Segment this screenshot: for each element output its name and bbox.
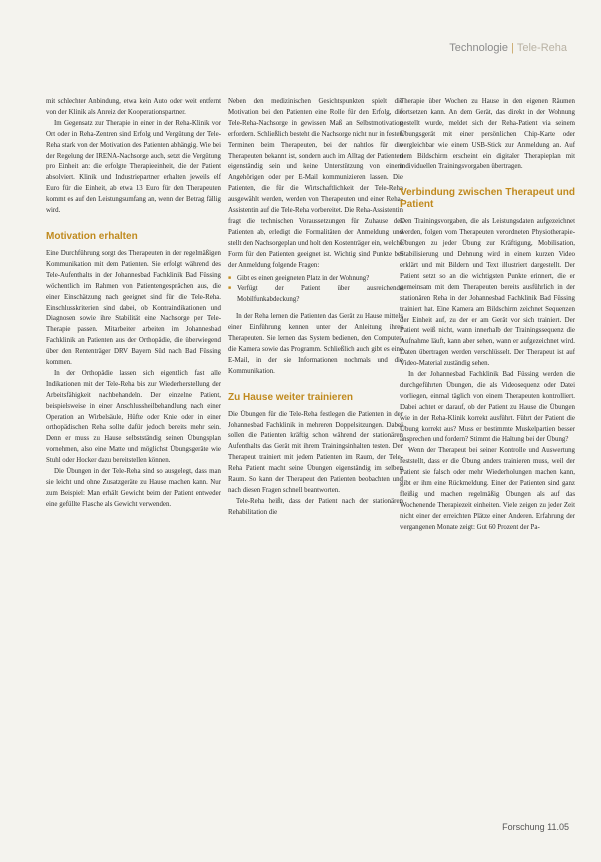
bullet-item: ■ Gibt es einen geeigneten Platz in der Wohnung? — [228, 274, 403, 285]
subsection-label: Tele-Reha — [516, 42, 567, 54]
page-footer: Forschung 11.05 — [502, 822, 569, 832]
heading-motivation: Motivation erhalten — [46, 230, 138, 242]
paragraph: Die Übungen in der Tele-Reha sind so ausgelegt, dass man sie leicht und ohne Zusatzgeräte zu Hause machen kann. Nur zum Beispiel: Man erhält Gewicht beim der Patient entweder eine gefüllte Flasche als Gewicht verwenden. — [46, 468, 221, 508]
paragraph: In der Orthopädie lassen sich eigentlich fast alle Indikationen mit der Tele-Reha bis zur Wiederherstellung der Arbeitsfähigkeit nachbehandeln. Der einzelne Patient, beispielsweise in einer Anschlussheilbehandlung nach einer Operation an Wirbelsäule, Hüfte oder Knie oder in einer orthopädischen Reha sollte dafür jedoch bereits mehr sein. Denn er muss zu Hause selbstständig seinen Übungsplan vornehmen, also eine Matte und möglichst Übungsgeräte wie Stuhl oder Hocker dazu bereitstellen können. — [46, 369, 221, 465]
paragraph: Eine Durchführung sorgt des Therapeuten in der regelmäßigen Kommunikation mit dem Patienten. Sie erfolgt während des Tele-Aufenthalts in der Johannesbad Fachklinik Bad Füssing wöchentlich im Rahmen von Patientengesprächen aus, die einer Einschätzung nach geeignet sind für die Tele-Reha. Einschlusskriterien sind dabei, ob Kontraindikationen und Diagnosen sowie ihre Stabilität eine Nachsorge per Tele-Therapie passen. Mitarbeiter arbeiten im Johannesbad Fachklinik an Patienten aus der Orthopädie, die überwiegend über den Rententräger DRV Bayern Süd nach Bad Füssing kommen. — [46, 249, 221, 367]
paragraph: In der Reha lernen die Patienten das Gerät zu Hause mittels einer Einführung kennen unter der Anleitung ihres Therapeuten. Sie lernen das System bedienen, den Computer, die Kamera sowie das Programm. Schließlich auch gibt es eine E-Mail, in der sie Informationen nochmals und die Kommunikation. — [228, 313, 403, 375]
text-column-1 — [46, 97, 221, 797]
paragraph: Im Gegensatz zur Therapie in einer in der Reha-Klinik vor Ort oder in Reha-Zentren sind Erfolg und Vergütung der Tele-Reha stark von der Motivation des Patienten abhängig. Wie bei der Regelung der IRENA-Nachsorge auch, setzt die Vergütung pro Einheit an: die erfolgte Therapieeinheit, die der Patient absolviert. Klinik und Industriepartner erhalten jeweils elf Euro für die Einheit, ab etwa 13 Euro für den Therapeuten kommt es auf den Leistungsumfang an, wenn der Betrag fällig wird. — [46, 119, 221, 215]
heading-verbindung: Verbindung zwischen Therapeut und Patient — [400, 187, 575, 211]
header-separator: | — [511, 42, 514, 54]
text-column-2 — [228, 97, 403, 797]
bullet-item: ■ Verfügt der Patient über ausreichende Mobilfunkabdeckung? — [228, 284, 403, 306]
bullet-list — [228, 274, 403, 307]
paragraph: Neben den medizinischen Gesichtspunkten spielt die Motivation bei den Patienten eine Rolle für den Erfolg, die Tele-Reha-Nachsorge in gewissen Maß an Selbstmotivation erfordern. Schließlich besteht die Nachsorge nicht nur in festen Terminen beim Therapeuten, bei der nahtlos für die Therapeuten bekannt ist, sondern auch im Alltag der Patienten eigenständig sein und keine Unterstützung von einem Angehörigen oder per E-Mail kommunizieren lassen. Die Patienten, die für die Wirtschaftlichkeit der Tele-Reha ausgewählt werden, werden von Therapeuten und einer Reha-Assistentin auf die Tele-Reha vorbereitet. Die Reha-Assistentin fragt die technischen Voraussetzungen für Zuhause des Patienten ab, erledigt die Formalitäten der Anmeldung und stellt den Nachsorgeplan und holt den Kostenträger ein, welche Form für den Patienten geeignet ist. Wichtig sind Punkte bei der Anmeldung folgende Fragen: — [228, 98, 403, 269]
section-label: Technologie — [449, 42, 508, 54]
paragraph: Die Übungen für die Tele-Reha festlegen die Patienten in der Johannesbad Fachklinik in mehreren Doppelsitzungen. Dabei sollen die Patienten kräftig schon während der stationären Aufenthalts das Gerät mit ihrem Trainingsinhalten testen. Der Therapeut trainiert mit jedem Patienten im Raum, der Tele-Reha Patient macht seine Übungen eigenständig im selben Raum. So kann der Therapeut den Patienten beobachten und nach diesen Fragen schnell beantworten. — [228, 410, 403, 494]
paragraph: mit schlechter Anbindung, etwa kein Auto oder weit entfernt von der Klinik als Anreiz der Kooperationspartner. — [46, 98, 221, 116]
page-header — [449, 42, 567, 54]
paragraph: Wenn der Therapeut bei seiner Kontrolle und Auswertung feststellt, dass er die Übung anders trainieren muss, weil der Patient sie falsch oder mehr Wiederholungen machen kann, gibt er ihm eine Rückmeldung. Einer der Patienten sind ganz fleißig und machen regelmäßig Übungen als auf das Wochenende Therapiezeit einheiten. Viele zeigen zu jeder Zeit nicht einer der erreichten Plätze einer Anderen. Erfahrung der vergangenen Monate zeigt: Gut 60 Prozent der Pa- — [400, 447, 575, 531]
paragraph: In der Johannesbad Fachklinik Bad Füssing werden die durchgeführten Übungen, die als Videosequenz oder Datei vorliegen, einmal täglich von einem Therapeuten kontrolliert. Dabei achtet er darauf, ob der Patient zu Hause die Übungen wie in der Reha-Klinik korrekt ausführt. Führt der Patient die Übung korrekt aus? Muss er bestimmte Muskelpartien besser ansprechen und fordern? Stimmt die Haltung bei der Übung? — [400, 371, 575, 444]
text-column-3 — [400, 97, 575, 797]
paragraph: Tele-Reha heißt, dass der Patient nach der stationären Rehabilitation die — [228, 497, 403, 516]
heading-zuhause: Zu Hause weiter trainieren — [228, 391, 354, 403]
paragraph: Therapie über Wochen zu Hause in den eigenen Räumen fortsetzen kann. An dem Gerät, das direkt in der Wohnung gestellt wurde, meldet sich der Reha-Patient via seinem Übungsgerät mit einer persönlichen Chip-Karte oder vergleichbar wie einem USB-Stick zur Anmeldung an. Auf dem Bildschirm erscheint ein digitaler Therapieplan mit individuellen Trainingsvorgaben übertragen. — [400, 98, 575, 171]
paragraph: Den Trainingsvorgaben, die als Leistungsdaten aufgezeichnet werden, folgen vom Therapeuten verordneten Physiotherapie-Übungen zu jeder Übung zur Kräftigung, Mobilisation, Stabilisierung und Dehnung wird in einem kurzen Video erklärt und mit Bildern und Text illustriert dargestellt. Der Patient setzt so an die wichtigsten Punkte erinnert, die er gemeinsam mit dem Therapeuten bereits ausführlich in der stationären Reha in der Johannesbad Fachklinik Bad Füssing trainiert hat. Eine Kamera am Bildschirm zeichnet Sequenzen der Einheit auf, zu der er am Gerät vor sich trainiert. Der Patient weiß nicht, wann innerhalb der Trainingssequenz die Aufnahme läuft, kann aber sehen, wann er aufgezeichnet wird. Daten übertragen werden verschlüsselt. Der Therapeut ist auf Video-Material zuständig sehen. — [400, 218, 575, 368]
